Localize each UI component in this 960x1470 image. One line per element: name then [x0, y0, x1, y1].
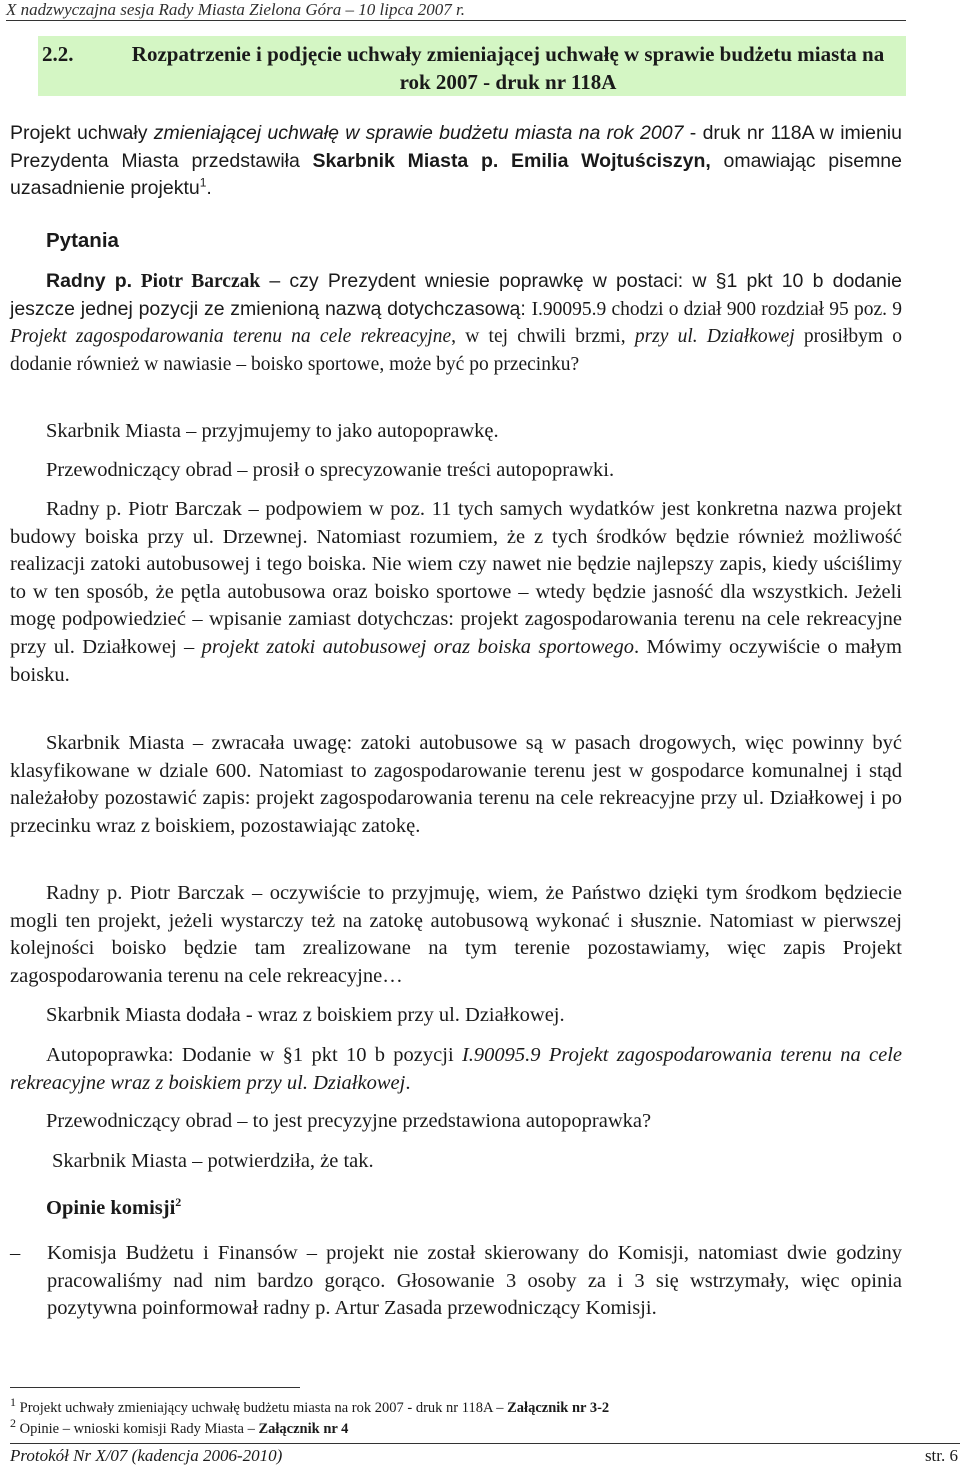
- footnote-text: Projekt uchwały zmieniający uchwałę budżetu miasta na rok 2007 - druk nr 118A –: [16, 1400, 508, 1416]
- running-header: X nadzwyczajna sesja Rady Miasta Zielona Góra – 10 lipca 2007 r.: [6, 0, 906, 21]
- paragraph-text: – czy Prezydent wniesie poprawkę w postaci: w §1 pkt 10 b dodanie jeszcze jednej pozycji ze zmienioną nazwą dotychczasową:: [10, 270, 902, 320]
- footnote-number: 2: [10, 1416, 16, 1431]
- paragraph-autopoprawka: [10, 1042, 902, 1097]
- section-title: Rozpatrzenie i podjęcie uchwały zmieniającej uchwałę w sprawie budżetu miasta na rok 2007 - druk nr 118A: [131, 42, 885, 94]
- footnote-attachment: Załącznik nr 3-2: [507, 1400, 610, 1416]
- paragraph-skarbnik-1: [10, 418, 902, 446]
- paragraph-text: Autopoprawka: Dodanie w §1 pkt 10 b pozycji: [46, 1044, 462, 1066]
- speaker-name: Radny p. Piotr Barczak: [46, 882, 245, 904]
- speaker-name: Skarbnik Miasta: [52, 1150, 187, 1172]
- intro-speaker: Skarbnik Miasta p. Emilia Wojtuściszyn,: [312, 149, 711, 172]
- paragraph-italic: I.90095.9 Projekt zagospodarowania terenu na cele rekreacyjne wraz z boiskiem przy ul. Działkowej: [10, 1044, 902, 1094]
- paragraph-italic: przy ul. Działkowej: [634, 326, 795, 348]
- opinie-heading: [46, 1197, 181, 1220]
- footnote-attachment: Załącznik nr 4: [258, 1421, 349, 1437]
- intro-text-3: omawiając pisemne uzasadnienie projektu: [10, 149, 903, 200]
- speaker-name: Przewodniczący obrad: [46, 1110, 233, 1132]
- dash-bullet: –: [10, 1242, 21, 1264]
- speaker-name: Skarbnik Miasta: [46, 420, 181, 442]
- footnote-2: [10, 1416, 349, 1438]
- paragraph-barczak-3: [10, 880, 902, 990]
- footnote-separator: [10, 1387, 300, 1388]
- section-heading-box: [38, 36, 906, 96]
- speaker-name: Piotr Barczak: [132, 271, 261, 292]
- page-number: str. 6: [924, 1446, 958, 1465]
- paragraph-italic: projekt zatoki autobusowej oraz boiska sportowego: [201, 635, 635, 658]
- paragraph-skarbnik-2: [10, 730, 902, 840]
- paragraph-text: .: [405, 1071, 411, 1094]
- intro-text-1: Projekt uchwały: [10, 122, 154, 144]
- speaker-label: Radny p.: [46, 270, 133, 292]
- footnote-1: [10, 1395, 610, 1417]
- paragraph-text: – podpowiem w poz. 11 tych samych wydatków jest konkretna nazwa projekt budowy boiska przy ul. Drzewnej. Natomiast rozumiem, że z tych środków będzie również możliwość realizacji zatoki autobusowej i tego boiska. Nie wiem czy nawet nie będzie najlepszy zapis, kiedy uściślimy to w ten sposób, że pętla autobusowa oraz boisko sportowe – wtedy będzie jasność dla wszystkich. Jeżeli mogę podpowiedzieć – wpisanie zamiast dotychczas: projekt zagospodarowania terenu na cele rekreacyjne przy ul. Działkowej –: [10, 498, 902, 658]
- intro-resolution-title: zmieniającej uchwałę w sprawie budżetu miasta na rok 2007: [153, 122, 684, 144]
- paragraph-skarbnik-3: [10, 1002, 902, 1030]
- paragraph-text: – przyjmujemy to jako autopoprawkę.: [180, 420, 499, 442]
- paragraph-text: dodała - wraz z boiskiem przy ul. Działkowej.: [180, 1004, 565, 1026]
- page-footer: [10, 1443, 960, 1468]
- commission-text: Komisja Budżetu i Finansów – projekt nie został skierowany do Komisji, natomiast dwie godziny pracowaliśmy nad nim bardzo gorąco. Głosowanie 3 osoby za i 3 się wstrzymały, więc opinia pozytywna poinformował radny p. Artur Zasada przewodniczący Komisji.: [47, 1242, 902, 1320]
- paragraph-text: – oczywiście to przyjmuję, wiem, że Państwo dzięki tym środkom będziecie mogli ten projekt, jeżeli wystarczy też na zatokę autobusową wykonać i słusznie. Natomiast w pierwszej kolejności boisko będzie tam zrealizowane na tym terenie pozostawiamy, więc zapis Projekt zagospodarowania terenu na cele rekreacyjne…: [10, 882, 902, 987]
- footnote-ref-1[interactable]: 1: [199, 175, 207, 190]
- footnote-ref-2[interactable]: 2: [175, 1195, 182, 1210]
- section-number: 2.2.: [42, 42, 74, 66]
- intro-paragraph: [10, 120, 902, 203]
- footer-protocol: Protokół Nr X/07 (kadencja 2006-2010): [10, 1446, 283, 1465]
- paragraph-text: – potwierdziła, że tak.: [186, 1150, 374, 1172]
- paragraph-text: . Mówimy oczywiście o małym boisku.: [10, 635, 902, 686]
- paragraph-przewodniczacy-2: [10, 1108, 902, 1136]
- paragraph-text: prosiłbym o dodanie również w nawiasie – boisko sportowe, może być po przecinku?: [10, 326, 902, 375]
- paragraph-text: – prosił o sprecyzowanie treści autopoprawki.: [232, 459, 615, 481]
- speaker-label: Radny p.: [46, 498, 122, 520]
- pytania-heading: Pytania: [46, 229, 119, 252]
- paragraph-italic: Projekt zagospodarowania terenu na cele rekreacyjne: [10, 326, 452, 348]
- paragraph-barczak-2: [10, 496, 902, 689]
- opinie-heading-text: Opinie komisji: [46, 1197, 176, 1219]
- footnote-number: 1: [10, 1395, 16, 1410]
- paragraph-text: I.90095.9 chodzi o dział 900 rozdział 95 poz. 9: [531, 298, 902, 320]
- paragraph-skarbnik-4: [10, 1148, 902, 1176]
- intro-text-4: .: [206, 177, 212, 200]
- paragraph-text: – zwracała uwagę: zatoki autobusowe są w pasach drogowych, więc powinny być klasyfikowane w dziale 600. Natomiast to zagospodarowanie terenu jest w gospodarce komunalnej i stąd należałoby pozostawić zapis: projekt zagospodarowania terenu na cele rekreacyjne przy ul. Działkowej i po przecinku wraz z boiskiem, pozostawiając zatokę.: [10, 732, 902, 837]
- footnote-text: Opinie – wnioski komisji Rady Miasta –: [16, 1421, 259, 1437]
- intro-text-2: - druk nr 118A w imieniu Prezydenta Miasta przedstawiła: [10, 122, 902, 172]
- speaker-name: Skarbnik Miasta: [46, 732, 185, 754]
- paragraph-text: – to jest precyzyjne przedstawiona autopoprawka?: [232, 1110, 652, 1132]
- speaker-name: Skarbnik Miasta: [46, 1004, 181, 1026]
- paragraph-barczak-1: [10, 268, 902, 378]
- paragraph-przewodniczacy-1: [10, 457, 902, 485]
- paragraph-text: , w tej chwili brzmi,: [451, 326, 635, 348]
- speaker-name: Przewodniczący obrad: [46, 459, 233, 481]
- speaker-name: Piotr Barczak: [121, 498, 242, 520]
